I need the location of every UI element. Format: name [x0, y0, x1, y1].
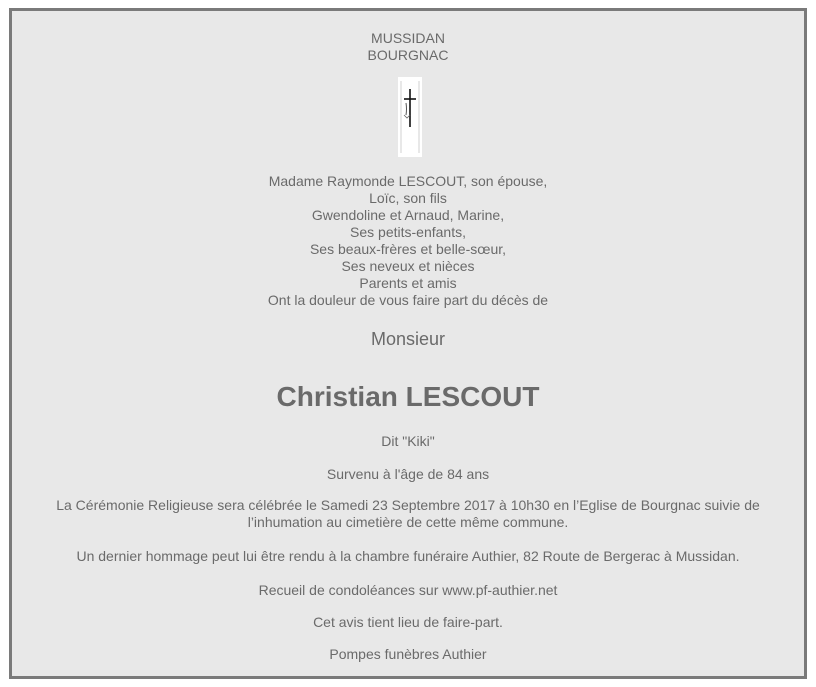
- family-line: Loïc, son fils: [369, 190, 447, 206]
- family-line: Madame Raymonde LESCOUT, son épouse,: [268, 173, 548, 189]
- civility: Monsieur: [370, 329, 446, 349]
- cross-emblem: [398, 77, 422, 157]
- town-bourgnac: BOURGNAC: [367, 47, 449, 63]
- nickname: Dit "Kiki": [381, 433, 435, 449]
- cross-icon: [398, 77, 422, 157]
- hommage-text: Un dernier hommage peut lui être rendu à la chambre funéraire Authier, 82 Route de Bergerac à Mussidan.: [76, 548, 740, 564]
- notice-text: Cet avis tient lieu de faire-part.: [313, 614, 503, 630]
- ceremony-text: La Cérémonie Religieuse sera célébrée le Samedi 23 Septembre 2017 à 10h30 en l’Eglise de Bourgnac suivie de l’inhumation au cimetière de cette même commune.: [56, 497, 760, 530]
- family-line: Parents et amis: [359, 275, 457, 291]
- condolences-text: Recueil de condoléances sur www.pf-authier.net: [258, 582, 558, 598]
- town-mussidan: MUSSIDAN: [371, 30, 445, 46]
- family-line: Ont la douleur de vous faire part du décès de: [267, 292, 549, 308]
- family-line: Ses petits-enfants,: [350, 224, 466, 240]
- family-list: [12, 173, 804, 309]
- age-text: Survenu à l'âge de 84 ans: [326, 466, 490, 482]
- funeral-home-name: Pompes funèbres Authier: [329, 646, 487, 662]
- family-line: Gwendoline et Arnaud, Marine,: [311, 207, 505, 223]
- family-line: Ses neveux et nièces: [341, 258, 475, 274]
- obituary-notice: [9, 8, 807, 679]
- family-line: Ses beaux-frères et belle-sœur,: [309, 241, 507, 257]
- deceased-name: Christian LESCOUT: [276, 381, 540, 412]
